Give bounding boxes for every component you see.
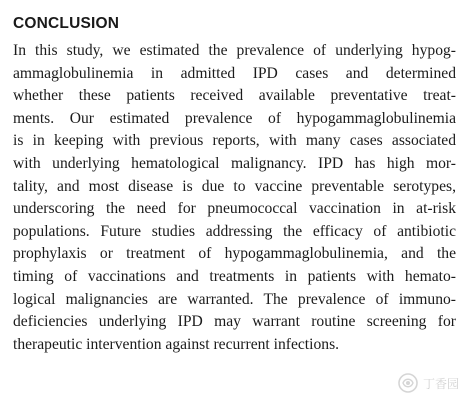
paragraph-line: ammaglobulinemia in admitted IPD cases and determined	[13, 64, 456, 82]
paragraph-line: therapeutic intervention against recurrent infections.	[13, 335, 340, 353]
paragraph-line: whether these patients received available preventative treat-	[13, 87, 456, 105]
section-heading: CONCLUSION	[13, 15, 120, 32]
paragraph-line: tality, and most disease is due to vaccine preventable serotypes,	[13, 177, 456, 195]
paragraph-line: underscoring the need for pneumococcal vaccination in at-risk	[13, 200, 456, 218]
paragraph-line: populations. Future studies addressing the efficacy of antibiotic	[13, 222, 456, 240]
paragraph-line: prophylaxis or treatment of hypogammaglobulinemia, and the	[13, 245, 456, 263]
paragraph-line: logical malignancies are warranted. The prevalence of immuno-	[13, 290, 456, 308]
paragraph-line: ments. Our estimated prevalence of hypogammaglobulinemia	[13, 109, 456, 127]
paragraph-line: deficiencies underlying IPD may warrant routine screening for	[13, 313, 456, 331]
paragraph-line: In this study, we estimated the prevalence of underlying hypog-	[13, 42, 456, 59]
paragraph-line: with underlying hematological malignancy. IPD has high mor-	[13, 154, 456, 172]
watermark-text: 丁香园	[422, 376, 459, 391]
watermark-logo-icon	[397, 372, 419, 394]
paragraph-line: is in keeping with previous reports, with many cases associated	[13, 132, 456, 150]
paragraph-line: timing of vaccinations and treatments in patients with hemato-	[13, 267, 456, 285]
watermark	[397, 372, 459, 394]
conclusion-paragraph	[13, 40, 456, 356]
